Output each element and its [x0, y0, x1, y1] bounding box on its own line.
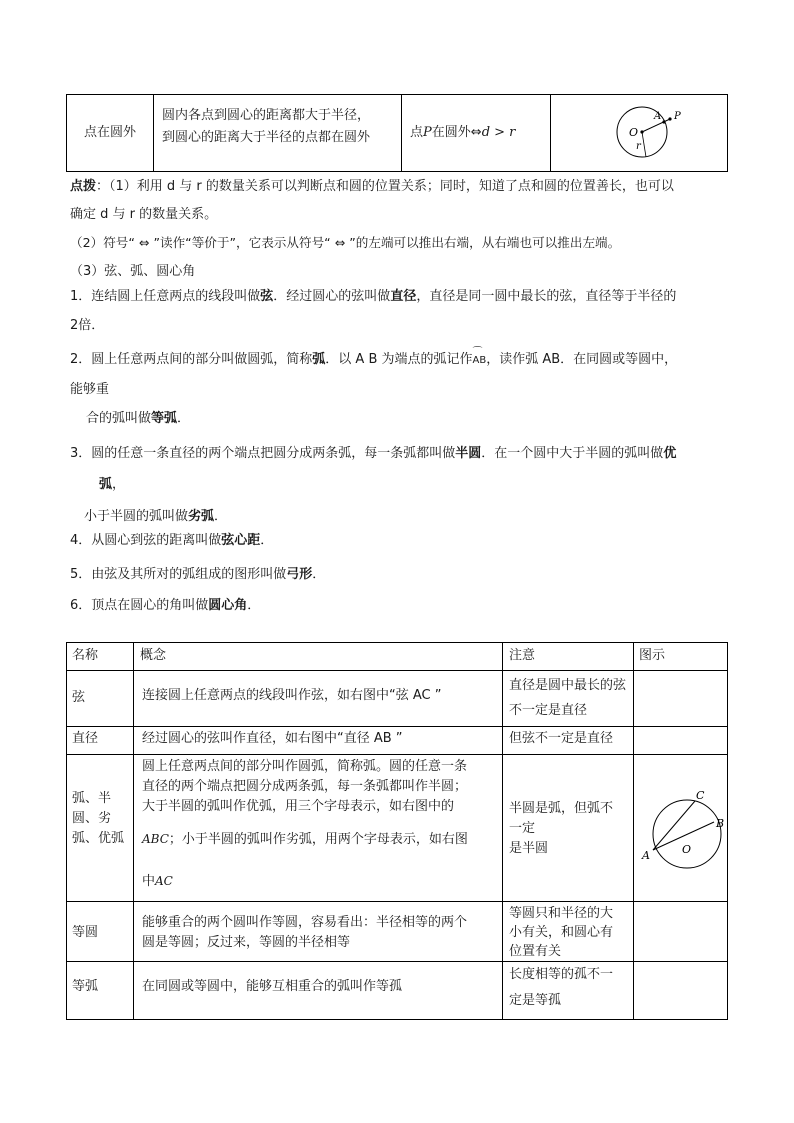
row-equal-circle-note-l2: 小有关，和圆心有: [509, 925, 614, 940]
description-line-1: 圆内各点到圆心的距离都大于半径，: [162, 108, 371, 123]
relation-prefix: 点: [410, 125, 424, 140]
row-equal-circle-concept-l2: 圆是等圆；反过来，等圆的半径相等: [142, 935, 351, 950]
row-diameter-note: 但弦不一定是直径: [509, 731, 614, 746]
item-2-cont: 能够重: [70, 382, 110, 397]
item-4: 4．从圆心到弦的距离叫做弦心距．: [70, 533, 274, 548]
relation-var: P: [423, 125, 432, 140]
item-2: 2．圆上任意两点间的部分叫做圆弧，简称弧．以 A B 为端点的弧记作 ⌒ AB，读作弧 AB．在同圆或等圆中，: [70, 347, 678, 367]
row-chord-note: 直径是圆中最长的弦不一定是直径: [509, 678, 627, 718]
label-A: A: [654, 111, 662, 122]
row-arc-concept-l2: 直径的两个端点把圆分成两条弧，每一条弧都叫作半圆；: [142, 779, 468, 794]
row-chord-name: 弦: [72, 690, 86, 705]
position-name: 点在圆外: [83, 125, 136, 140]
label-r: r: [636, 141, 641, 152]
position-table: [66, 94, 728, 172]
equivalence-symbol: ⇔: [470, 125, 482, 140]
label-O: O: [682, 843, 692, 856]
tip-label: 点拨: [70, 179, 97, 194]
header-diagram: 图示: [639, 648, 666, 663]
symbol-note: （2）符号“ ⇔ ”读作“等价于”，它表示从符号“ ⇔ ”的左端可以推出右端，从右端也可以推出左端。: [70, 235, 621, 250]
item-1: 1．连结圆上任意两点的线段叫做弦．经过圆心的弦叫做直径，直径是同一圆中最长的弦，直径等于半径的: [70, 289, 677, 304]
header-note: 注意: [509, 648, 536, 663]
row-equal-circle-name: 等圆: [72, 925, 99, 940]
item-3-cont: 弧，: [99, 477, 126, 492]
arc-ABC: ABC: [142, 832, 169, 846]
row-diameter-concept: 经过圆心的弦叫作直径，如右图中“直径 AB ”: [142, 731, 403, 746]
row-arc-note-l2: 一定: [509, 821, 536, 836]
tip-line-1: 点拨：（1）利用 d 与 r 的数量关系可以判断点和圆的位置关系；同时，知道了点和圆的位置善长，也可以: [70, 179, 674, 194]
row-equal-arc-concept: 在同圆或等圆中，能够互相重合的弧叫作等孤: [142, 979, 403, 994]
header-concept: 概念: [140, 648, 167, 663]
cell-diagram: [551, 95, 727, 171]
label-A: A: [642, 849, 650, 862]
row-equal-arc-name: 等弧: [72, 979, 99, 994]
label-B: B: [716, 817, 725, 830]
concept-table: [66, 642, 728, 1020]
item-3: 3．圆的任意一条直径的两个端点把圆分成两条弧，每一条弧都叫做半圆．在一个圆中大于半圆的弧叫做优: [70, 446, 677, 461]
header-name: 名称: [72, 648, 99, 663]
row-equal-circle-concept-l1: 能够重合的两个圆叫作等圆，容易看出：半径相等的两个: [142, 915, 468, 930]
row-arc-name: 弧、半圆、劣弧、优弧: [72, 791, 125, 846]
row-chord-concept: 连接圆上任意两点的线段叫作弦，如右图中“弦 AC ”: [142, 688, 442, 703]
row-arc-concept-l4: ABC；小于半圆的弧叫作劣弧，用两个字母表示，如右图: [142, 832, 468, 847]
arc-AB: ⌒ AB: [472, 347, 487, 366]
row-equal-circle-note-l3: 位置有关: [509, 944, 562, 959]
arc-circle-diagram: [634, 755, 727, 901]
row-arc-note-l3: 是半圆: [509, 841, 549, 856]
tip-line-2: 确定 d 与 r 的数量关系。: [70, 207, 218, 222]
row-arc-concept-l3: 大于半圆的弧叫作优弧，用三个字母表示，如右图中的: [142, 799, 455, 814]
row-arc-concept-l1: 圆上任意两点间的部分叫作圆弧，简称弧。圆的任意一条: [142, 759, 468, 774]
row-arc-concept-l5: 中AC: [142, 874, 173, 889]
item-6: 6．顶点在圆心的角叫做圆心角．: [70, 598, 261, 613]
item-5: 5．由弦及其所对的弧组成的图形叫做弓形．: [70, 567, 326, 582]
cell-description: [154, 95, 402, 171]
row-arc-note-l1: 半圆是弧，但弧不: [509, 801, 614, 816]
cell-relation: [402, 95, 551, 171]
label-C: C: [696, 789, 705, 802]
arc-AC: AC: [155, 874, 173, 888]
row-equal-circle-note-l1: 等圆只和半径的大: [509, 906, 614, 921]
label-O: O: [629, 126, 639, 139]
row-equal-arc-note-l1: 长度相等的孤不一: [509, 967, 614, 982]
point-outside-circle-diagram: [551, 95, 727, 171]
item-3-cont2: 小于半圆的弧叫做劣弧．: [84, 509, 228, 524]
relation-expression: d > r: [481, 125, 516, 140]
section-3-heading: （3）弦、弧、圆心角: [70, 264, 196, 279]
cell-name: [67, 95, 154, 171]
item-1-cont: 2倍．: [70, 318, 105, 333]
label-P: P: [674, 111, 681, 122]
row-equal-arc-note-l2: 定是等孤: [509, 993, 562, 1008]
row-diameter-name: 直径: [72, 731, 99, 746]
relation-mid: 在圆外: [431, 125, 471, 140]
description-line-2: 到圆心的距离大于半径的点都在圆外: [162, 130, 371, 145]
item-2-cont2: 合的弧叫做等弧．: [86, 411, 191, 426]
